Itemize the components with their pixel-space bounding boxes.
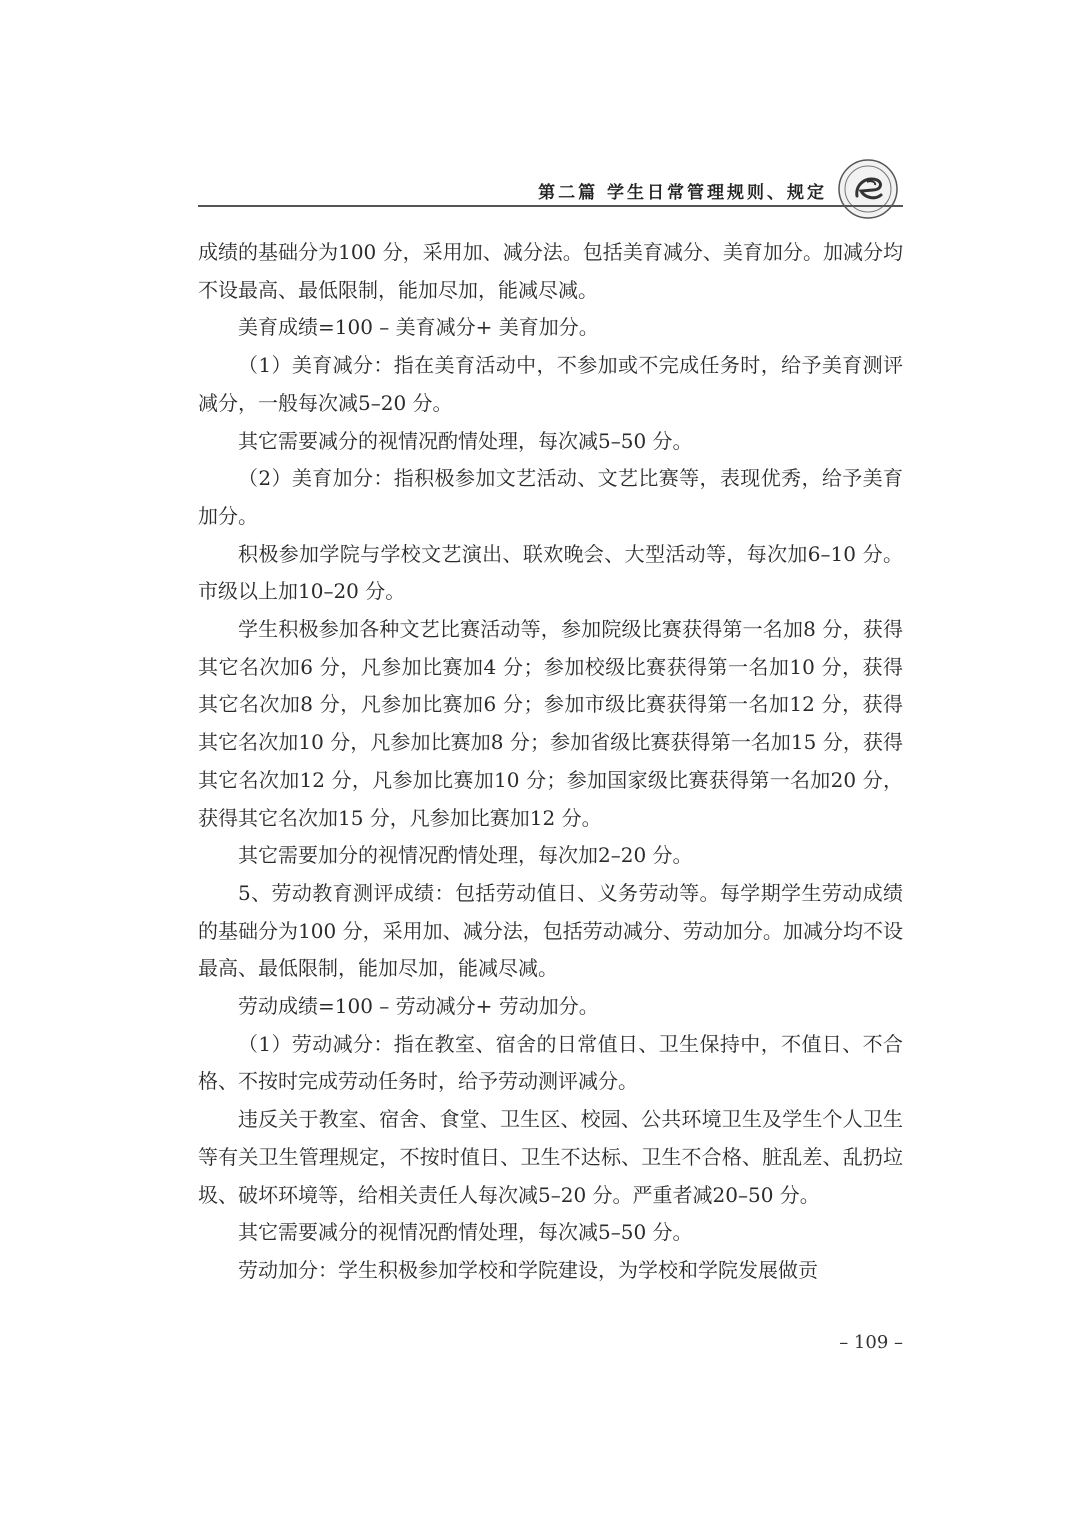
paragraph: 5、劳动教育测评成绩：包括劳动值日、义务劳动等。每学期学生劳动成绩的基础分为100 分，采用加、减分法，包括劳动减分、劳动加分。加减分均不设最高、最低限制，能加尽加，能减尽减。 (198, 880, 903, 981)
header-rule (198, 205, 903, 207)
paragraph: 美育成绩=100 – 美育减分+ 美育加分。 (238, 315, 599, 340)
body-text (198, 234, 903, 1290)
paragraph: 学生积极参加各种文艺比赛活动等，参加院级比赛获得第一名加8 分，获得其它名次加6 分，凡参加比赛加4 分；参加校级比赛获得第一名加10 分，获得其它名次加8 分，凡参加比赛加6 分；参加市级比赛获得第一名加12 分，获得其它名次加10 分，凡参加比赛加8 分；参加省级比赛获得第一名加15 分，获得其它名次加12 分，凡参加比赛加10 分；参加国家级比赛获得第一名加20 分，获得其它名次加15 分，凡参加比赛加12 分。 (198, 617, 903, 830)
paragraph: （1）美育减分：指在美育活动中，不参加或不完成任务时，给予美育测评减分，一般每次减5–20 分。 (198, 353, 903, 415)
paragraph: （2）美育加分：指积极参加文艺活动、文艺比赛等，表现优秀，给予美育加分。 (198, 466, 903, 528)
school-seal-icon (837, 158, 899, 220)
paragraph: 成绩的基础分为100 分，采用加、减分法。包括美育减分、美育加分。加减分均不设最高、最低限制，能加尽加，能减尽减。 (198, 240, 903, 302)
paragraph: 其它需要减分的视情况酌情处理，每次减5–50 分。 (238, 1220, 693, 1245)
paragraph: 劳动加分：学生积极参加学校和学院建设，为学校和学院发展做贡 (238, 1257, 818, 1282)
paragraph: （1）劳动减分：指在教室、宿舍的日常值日、卫生保持中，不值日、不合格、不按时完成劳动任务时，给予劳动测评减分。 (198, 1031, 903, 1094)
paragraph: 违反关于教室、宿舍、食堂、卫生区、校园、公共环境卫生及学生个人卫生等有关卫生管理规定，不按时值日、卫生不达标、卫生不合格、脏乱差、乱扔垃圾、破坏环境等，给相关责任人每次减5–20 分。严重者减20–50 分。 (198, 1107, 903, 1207)
page-header (198, 150, 903, 210)
paragraph: 积极参加学院与学校文艺演出、联欢晚会、大型活动等，每次加6–10 分。市级以上加10–20 分。 (198, 541, 903, 604)
paragraph: 其它需要加分的视情况酌情处理，每次加2–20 分。 (238, 843, 693, 868)
paragraph: 劳动成绩=100 – 劳动减分+ 劳动加分。 (238, 994, 599, 1019)
running-header-title: 第二篇 学生日常管理规则、规定 (538, 183, 827, 203)
paragraph: 其它需要减分的视情况酌情处理，每次减5–50 分。 (238, 428, 693, 453)
page-number: – 109 – (839, 1332, 903, 1353)
